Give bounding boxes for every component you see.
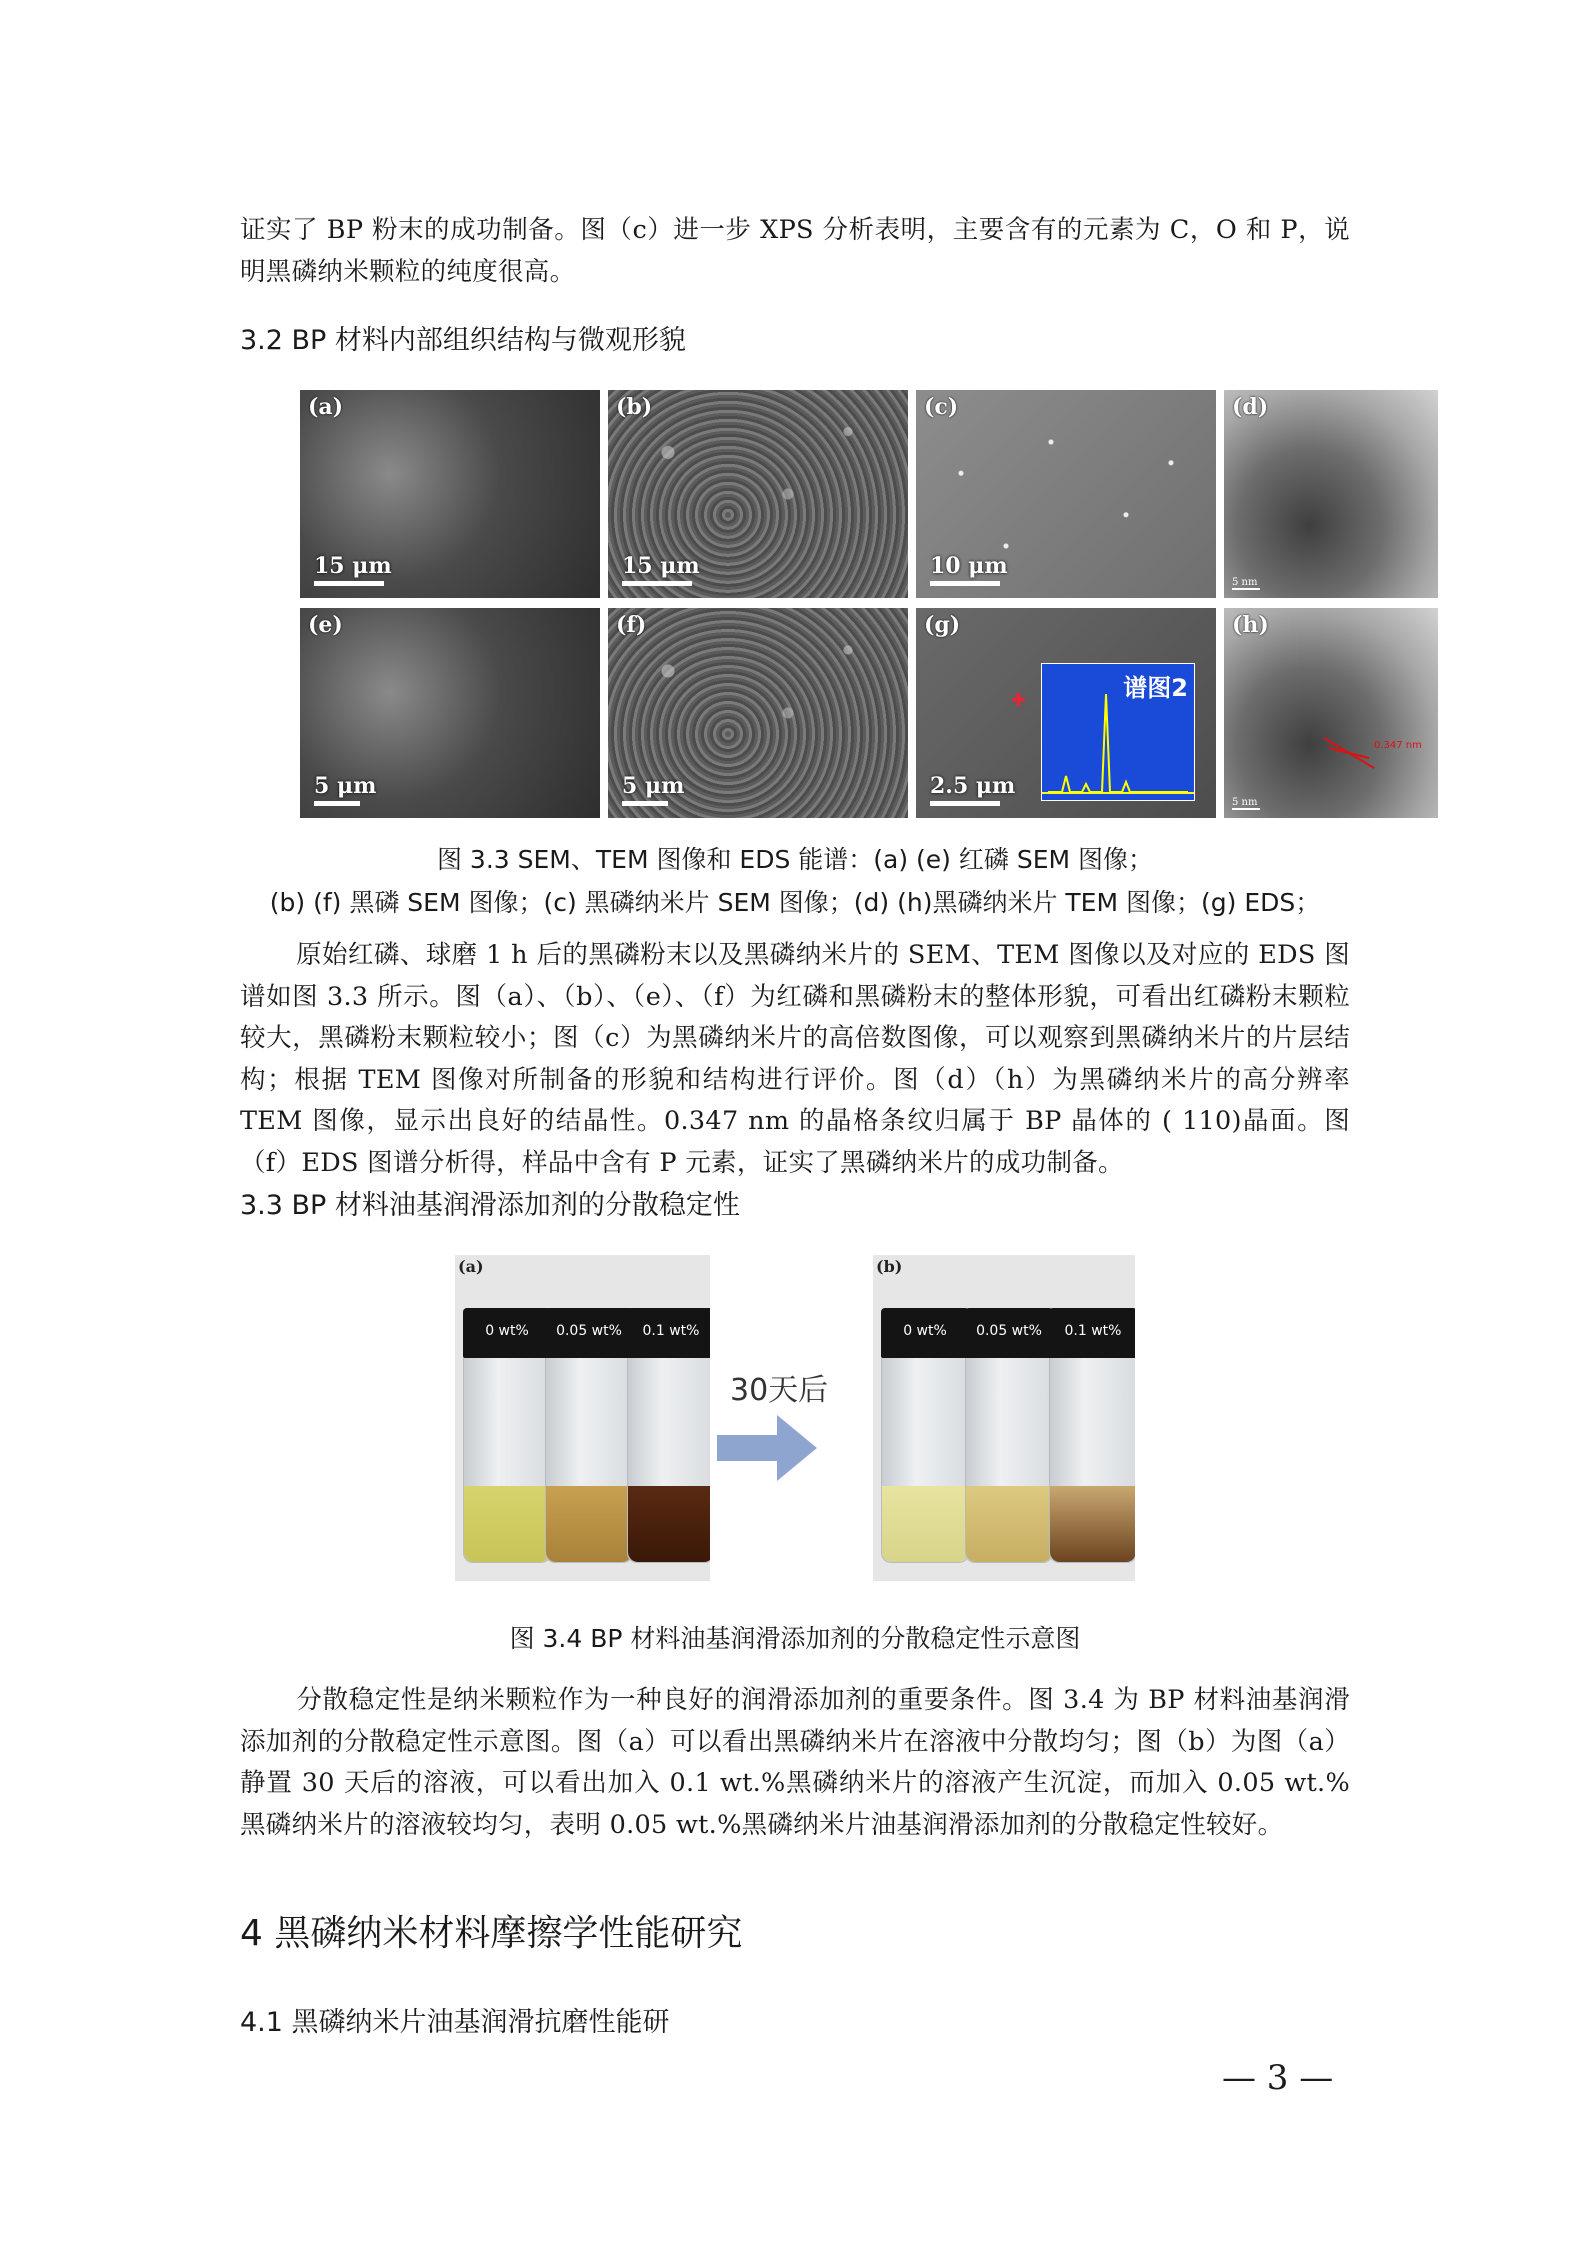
paragraph-sem-text: 原始红磷、球磨 1 h 后的黑磷粉末以及黑磷纳米片的 SEM、TEM 图像以及对应的 EDS 图谱如图 3.3 所示。图（a）、（b）、（e）、（f）为红磷和黑磷粉末的整体形貌，可看出红磷粉末颗粒较大，黑磷粉末颗粒较小；图（c）为黑磷纳米片的高倍数图像，可以观察到黑磷纳米片的片层结构；根据 TEM 图像对所制备的形貌和结构进行评价。图（d）（h）为黑磷纳米片的高分辨率 TEM 图像，显示出良好的结晶性。0.347 nm 的晶格条纹归属于 BP 晶体的 ( 110)晶面。图（f）EDS 图谱分析得，样品中含有 P 元素，证实了黑磷纳米片的成功制备。: [240, 940, 1350, 1178]
panel-label: (b): [616, 394, 653, 420]
right-arrow-icon: [717, 1415, 817, 1481]
panel-label: (a): [308, 394, 344, 420]
panel-label: (h): [1232, 612, 1269, 638]
section-heading-3-3: 3.3 BP 材料油基润滑添加剂的分散稳定性: [240, 1190, 740, 1221]
scale-bar: 5 nm: [1232, 577, 1260, 590]
eds-spectrum-peaks: [1042, 664, 1194, 800]
vial-cap-label: 0.05 wt%: [965, 1308, 1053, 1358]
paragraph-dispersion-text: 分散稳定性是纳米颗粒作为一种良好的润滑添加剂的重要条件。图 3.4 为 BP 材料油基润滑添加剂的分散稳定性示意图。图（a）可以看出黑磷纳米片在溶液中分散均匀；图（b）为图（a）静置 30 天后的溶液，可以看出加入 0.1 wt.%黑磷纳米片的溶液产生沉淀，而加入 0.05 wt.%黑磷纳米片的溶液较均匀，表明 0.05 wt.%黑磷纳米片油基润滑添加剂的分散稳定性较好。: [240, 1685, 1350, 1840]
paragraph-sem-analysis: [240, 935, 1350, 1184]
scale-bar: 10 μm: [930, 553, 1008, 586]
vial-0wt-after: [881, 1308, 969, 1563]
panel-label: (a): [458, 1257, 484, 1276]
figure-3-4-caption: 图 3.4 BP 材料油基润滑添加剂的分散稳定性示意图: [509, 1624, 1081, 1653]
photo-before: [455, 1255, 710, 1581]
paragraph-dispersion: [240, 1680, 1350, 1846]
eds-point-marker: ✚: [1011, 690, 1027, 711]
vial-cap-label: 0.1 wt%: [627, 1308, 710, 1358]
scale-bar: 5 μm: [622, 773, 684, 806]
arrow-label: 30天后: [730, 1373, 829, 1408]
vial-005wt-after: [965, 1308, 1053, 1563]
panel-h-nanosheet-tem: [1224, 608, 1438, 818]
lattice-spacing-label: 0.347 nm: [1374, 740, 1422, 751]
vial-cap-label: 0.1 wt%: [1049, 1308, 1135, 1358]
panel-f-black-phosphorus-sem: [608, 608, 908, 818]
panel-e-red-phosphorus-sem: [300, 608, 600, 818]
figure-3-3-caption-line-1: 图 3.3 SEM、TEM 图像和 EDS 能谱：(a) (e) 红磷 SEM 图像；: [436, 845, 1154, 874]
photo-after-30-days: [873, 1255, 1135, 1581]
vial-cap-label: 0 wt%: [463, 1308, 551, 1358]
scale-bar: 15 μm: [622, 553, 700, 586]
panel-label: (e): [308, 612, 343, 638]
panel-label: (d): [1232, 394, 1269, 420]
figure-3-4: [455, 1255, 1135, 1581]
section-heading-4-1: 4.1 黑磷纳米片油基润滑抗磨性能研: [240, 2007, 670, 2038]
panel-b-black-phosphorus-sem: [608, 390, 908, 598]
lattice-fringe-annotation: [1224, 608, 1438, 818]
panel-label: (f): [616, 612, 647, 638]
panel-g-eds: [916, 608, 1216, 818]
panel-c-nanosheet-sem: [916, 390, 1216, 598]
scale-bar: 2.5 μm: [930, 773, 1015, 806]
panel-label: (c): [924, 394, 959, 420]
eds-inset-title: 谱图2: [1123, 674, 1188, 702]
chapter-heading-4: 4 黑磷纳米材料摩擦学性能研究: [240, 1913, 743, 1954]
panel-label: (g): [924, 612, 961, 638]
panel-d-nanosheet-tem: [1224, 390, 1438, 598]
vial-01wt: [627, 1308, 710, 1563]
vial-cap-label: 0 wt%: [881, 1308, 969, 1358]
scale-bar: 15 μm: [314, 553, 392, 586]
scale-bar: 5 μm: [314, 773, 376, 806]
eds-spectrum-inset: [1041, 663, 1195, 801]
vial-0wt: [463, 1308, 551, 1563]
section-heading-3-2: 3.2 BP 材料内部组织结构与微观形貌: [240, 325, 686, 356]
panel-label: (b): [876, 1257, 903, 1276]
page-number: — 3 —: [1222, 2058, 1334, 2098]
panel-a-red-phosphorus-sem: [300, 390, 600, 598]
vial-01wt-after: [1049, 1308, 1135, 1563]
vial-cap-label: 0.05 wt%: [545, 1308, 633, 1358]
figure-3-3: [300, 390, 1438, 822]
scale-bar: 5 nm: [1232, 797, 1260, 810]
paragraph-xps-conclusion: 证实了 BP 粉末的成功制备。图（c）进一步 XPS 分析表明，主要含有的元素为 C，O 和 P，说明黑磷纳米颗粒的纯度很高。: [240, 215, 1350, 287]
figure-3-3-caption-line-2: (b) (f) 黑磷 SEM 图像；(c) 黑磷纳米片 SEM 图像；(d) (h)黑磷纳米片 TEM 图像；(g) EDS；: [269, 888, 1321, 917]
vial-005wt: [545, 1308, 633, 1563]
